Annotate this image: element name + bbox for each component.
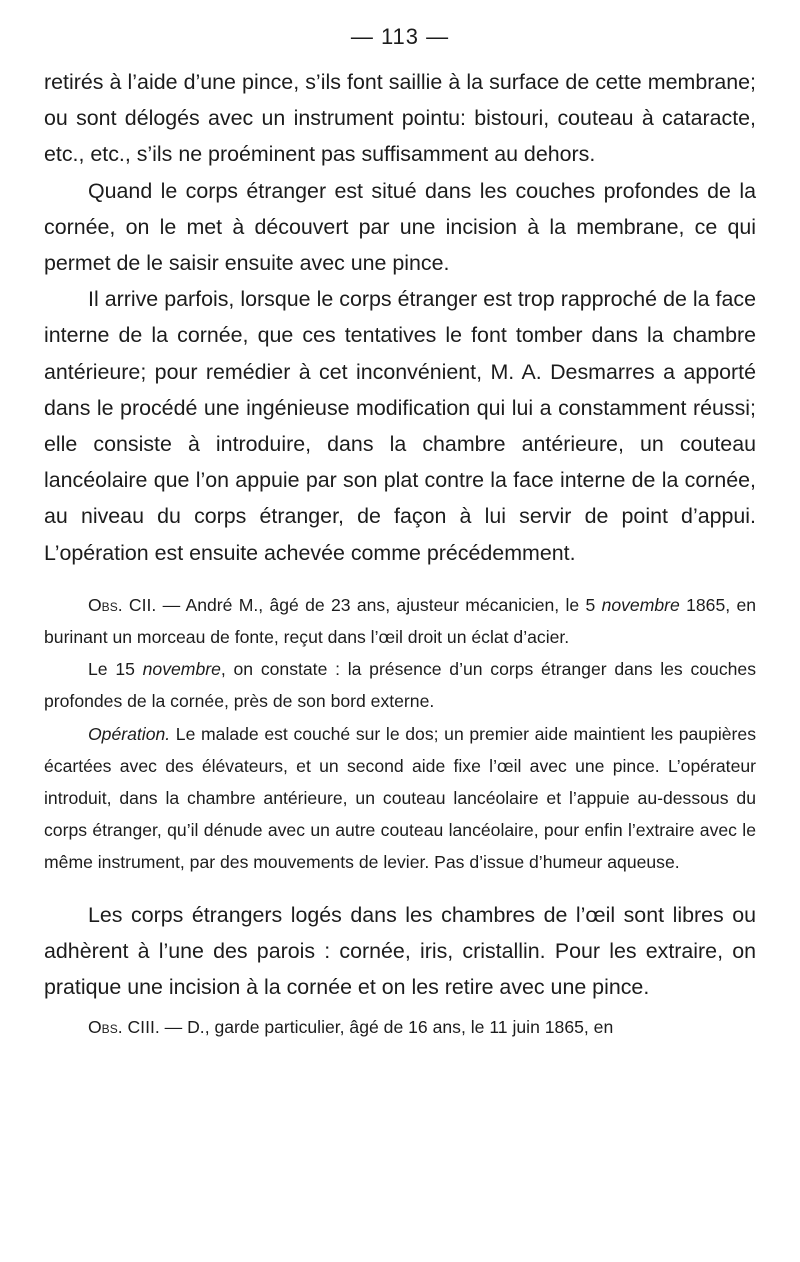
paragraph-continuation: retirés à l’aide d’une pince, s’ils font saillie à la surface de cette membrane; ou sont délogés avec un instrument pointu: bistouri, couteau à cataracte, etc., etc., s’ils ne proéminent pas suffisamment au dehors.: [44, 70, 756, 167]
observation-cii: [44, 589, 756, 653]
observation-text: — D., garde particulier, âgé de 16 ans, le 11 juin 1865, en: [159, 1017, 614, 1038]
observation-date: novembre: [142, 659, 221, 680]
operation-label: Opération.: [88, 723, 171, 744]
observation-label: Obs. CIII.: [88, 1017, 160, 1038]
page-body: [44, 64, 756, 1043]
paragraph-desmarres-method: Il arrive parfois, lorsque le corps étranger est trop rapproché de la face interne de la cornée, que ces tentatives le font tomber dans la chambre antérieure; pour remédier à cet inconvénient, M. A. Desmarres a apporté dans le procédé une ingénieuse modification qui lui a constamment réussi; elle consiste à introduire, dans la chambre antérieure, un couteau lancéolaire que l’on appuie par son plat contre la face interne de la cornée, au niveau du corps étranger, de façon à lui servir de point d’appui. L’opération est ensuite achevée comme précédemment.: [44, 287, 756, 565]
observation-ciii: [44, 1011, 756, 1043]
observation-text: , on constate : la présence d’un corps étranger dans les couches profondes de la cornée, près de son bord externe.: [44, 659, 756, 712]
observation-cii-operation: [44, 718, 756, 879]
observation-label: Obs. CII.: [88, 594, 157, 615]
page-number: — 113 —: [350, 24, 450, 49]
operation-text: Le malade est couché sur le dos; un premier aide maintient les paupières écartées avec des élévateurs, et un second aide fixe l’œil avec une pince. L’opérateur introduit, dans la chambre antérieure, un couteau lancéolaire et l’appuie au-dessous du corps étranger, qu’il dénude avec un autre couteau lancéolaire, pour enfin l’extraire avec le même instrument, par des mouvements de levier. Pas d’issue d’humeur aqueuse.: [44, 723, 756, 873]
observation-text: Le 15: [88, 659, 143, 680]
paragraph-cornea-depth: Quand le corps étranger est situé dans les couches profondes de la cornée, on le met à découvert par une incision à la membrane, ce qui permet de le saisir ensuite avec une pince.: [44, 178, 756, 276]
observation-date: novembre: [601, 594, 680, 615]
observation-text: 1865, en burinant un morceau de fonte, reçut dans l’œil droit un éclat d’acier.: [44, 594, 757, 648]
paragraph-chambers: Les corps étrangers logés dans les chambres de l’œil sont libres ou adhèrent à l’une des parois : cornée, iris, cristallin. Pour les extraire, on pratique une incision à la cornée et on les retire avec une pince.: [44, 902, 756, 1000]
observation-text: — André M., âgé de 23 ans, ajusteur mécanicien, le 5: [156, 594, 602, 615]
observation-cii-findings: [44, 653, 756, 717]
